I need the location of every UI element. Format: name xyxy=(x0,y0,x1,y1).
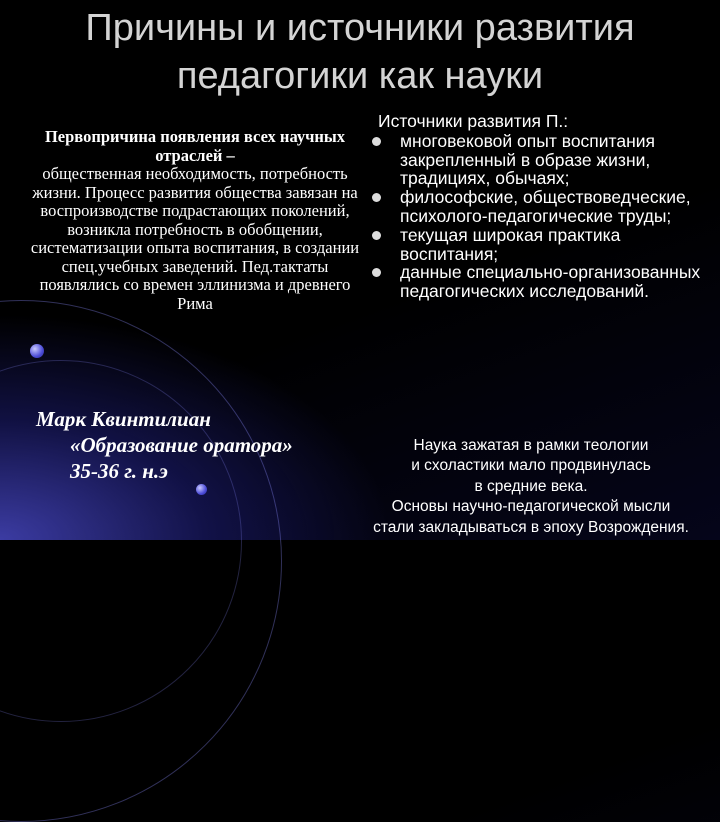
author-work: «Образование оратора» xyxy=(70,433,293,457)
author-date: 35-36 г. н.э xyxy=(70,459,168,483)
origin-body-text: общественная необходимость, потребность жизни. Процесс развития общества завязан на воспроизводстве подрастающих поколений, возникла потребность в обобщении, систематизации опыта воспитания, в создании спец.учебных заведений. Пед.тактаты появлялись со времен эллинизма и древнего Рима xyxy=(30,164,360,313)
note-line: Наука зажатая в рамки теологии xyxy=(413,437,649,454)
bullet-icon xyxy=(372,137,381,146)
note-line: и схоластики мало продвинулась xyxy=(411,457,651,475)
list-item-text: данные специально-организованных педагогических исследований. xyxy=(400,262,701,302)
list-item xyxy=(372,132,712,188)
author-name: Марк Квинтилиан xyxy=(36,407,211,431)
list-item-text: текущая широкая практика воспитания; xyxy=(400,224,621,264)
list-item xyxy=(372,263,712,301)
list-item xyxy=(372,226,712,264)
origin-bold-text: Первопричина появления всех научных отраслей – xyxy=(44,127,346,165)
note-line: в средние века. xyxy=(474,477,588,495)
middle-ages-note xyxy=(344,436,718,538)
sources-heading: Источники развития П.: xyxy=(378,111,569,131)
author-citation xyxy=(36,406,366,484)
list-item-text: многовековой опыт воспитания закрепленный в образе жизни, традициях, обычаях; xyxy=(400,130,656,189)
list-item-text: философские, обществоведческие, психолого-педагогические труды; xyxy=(400,187,691,226)
decorative-dot xyxy=(30,344,44,358)
slide-title: Причины и источники развития педагогики как науки xyxy=(85,7,635,97)
note-line: стали закладываться в эпоху Возрождения. xyxy=(373,518,689,536)
sources-list xyxy=(372,132,712,301)
list-item xyxy=(372,188,712,226)
note-line: Основы научно-педагогической мысли xyxy=(391,498,671,516)
origin-paragraph xyxy=(28,128,362,313)
bullet-icon xyxy=(372,268,381,277)
bullet-icon xyxy=(372,193,381,202)
sources-section xyxy=(372,112,712,301)
bullet-icon xyxy=(372,231,381,240)
decorative-dot xyxy=(196,484,207,495)
